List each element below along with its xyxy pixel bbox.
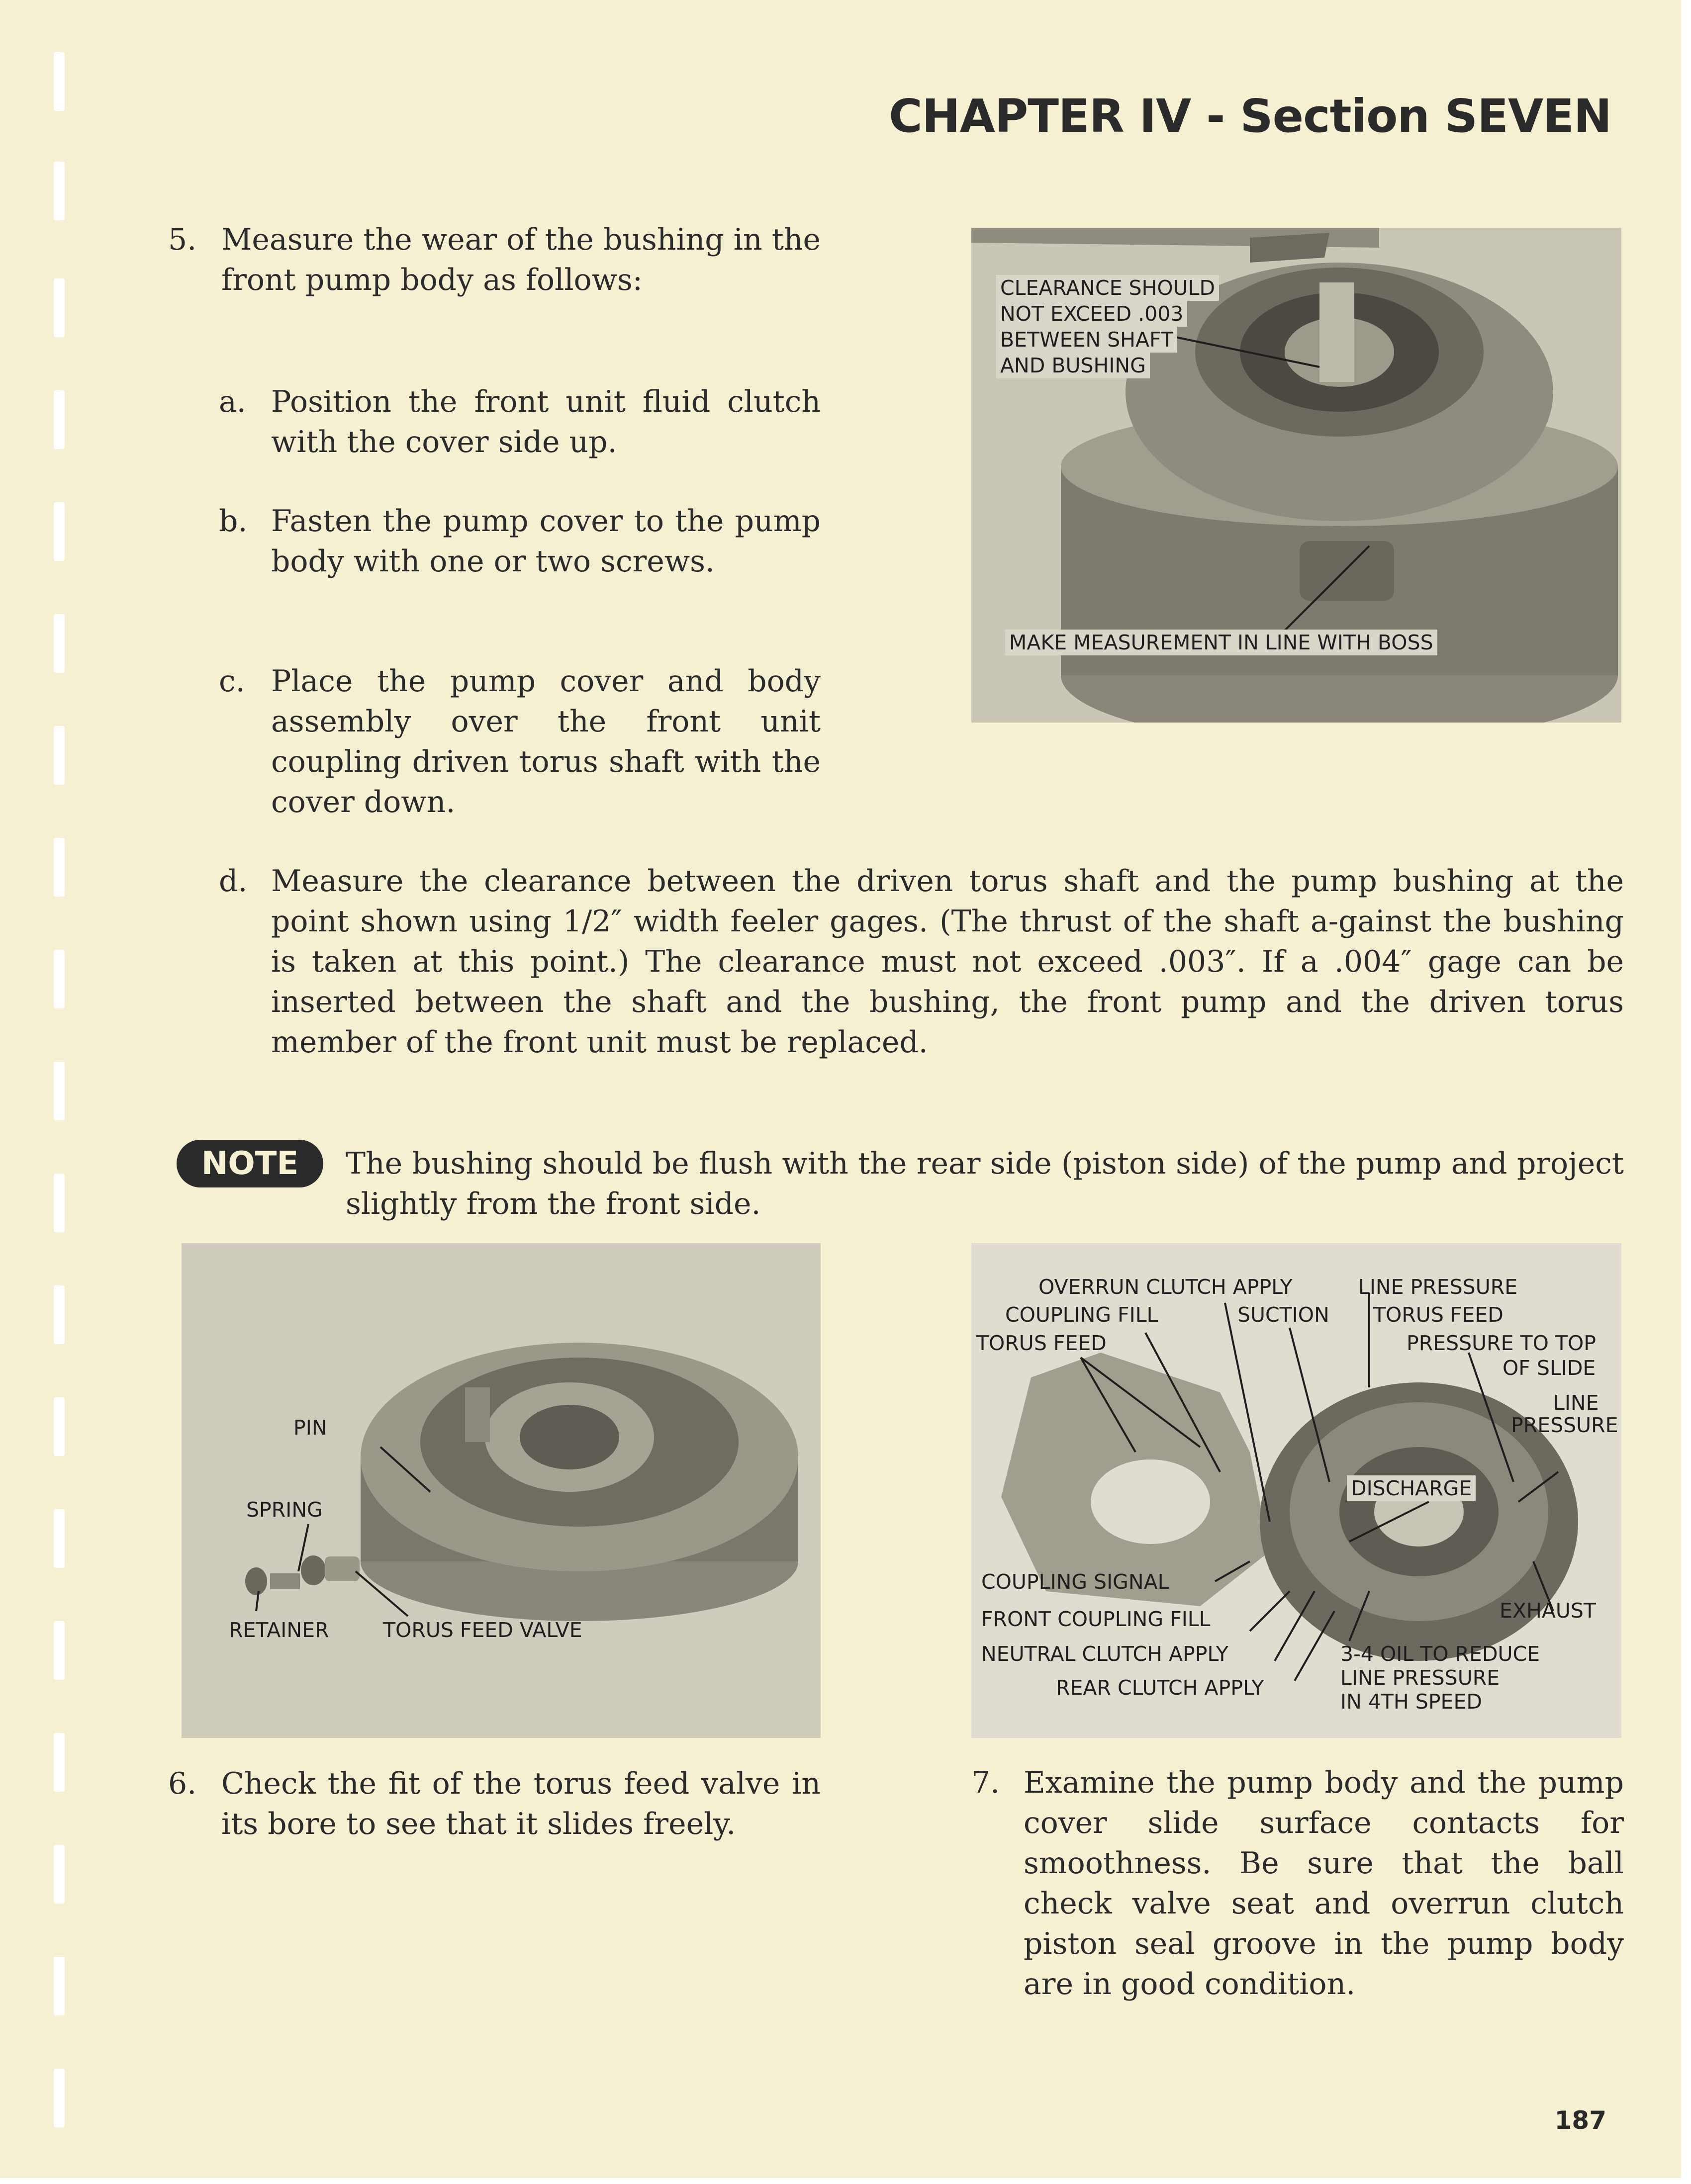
label-retainer: RETAINER [229,1618,329,1642]
label-line-right-2: PRESSURE [1511,1413,1618,1437]
binding-hole [54,950,65,1008]
photo-bushing-measurement [971,228,1621,723]
label-rear-clutch-apply: REAR CLUTCH APPLY [1056,1676,1264,1700]
label-line-right-1: LINE [1553,1391,1599,1415]
page-number: 187 [1554,2106,1606,2135]
label-coupling-signal: COUPLING SIGNAL [981,1570,1169,1594]
photo-pump-cover-valve [182,1243,821,1738]
binding-hole [54,1174,65,1232]
label-neutral-clutch-apply: NEUTRAL CLUTCH APPLY [981,1642,1228,1666]
binding-hole [54,278,65,337]
binding-hole [54,1957,65,2015]
label-front-coupling-fill: FRONT COUPLING FILL [981,1607,1211,1631]
binding-hole [54,726,65,785]
step-7-number: 7. [971,1765,1000,1800]
step-5c-text: Place the pump cover and body assembly over the front unit coupling driven torus shaft with the cover down. [271,664,821,819]
label-pressure-top-2: OF SLIDE [1503,1356,1596,1380]
step-5-text: Measure the wear of the bushing in the front pump body as follows: [221,222,821,297]
binding-hole [54,1397,65,1456]
binding-hole [54,1509,65,1568]
label-suction: SUCTION [1237,1303,1329,1327]
binding-hole [54,838,65,897]
binding-hole [54,502,65,561]
step-5d-text: Measure the clearance between the driven torus shaft and the pump bushing at the point shown using 1/2″ width feeler gages. (The thrust of the shaft a-gainst the bushing is taken at this point.) The clearance must not exceed .003″. If a .004″ gage can be inserted between the shaft and the bushing, the front pump and the driven torus member of the front unit must be replaced. [271,864,1624,1060]
label-make-measurement: MAKE MEASUREMENT IN LINE WITH BOSS [1005,630,1437,655]
step-5-number: 5. [168,222,197,257]
chapter-header: CHAPTER IV - Section SEVEN [889,90,1611,143]
label-pressure-top-1: PRESSURE TO TOP [1407,1331,1596,1355]
step-7-text: Examine the pump body and the pump cover slide surface contacts for smoothness. Be sure that the ball check valve seat and overrun clutch piston seal groove in the pump body are in good condition. [1024,1765,1624,2002]
label-clearance-1: CLEARANCE SHOULD [996,275,1219,301]
label-overrun-clutch-apply: OVERRUN CLUTCH APPLY [1038,1275,1293,1299]
note-badge: NOTE [177,1140,323,1187]
label-pin: PIN [293,1416,327,1440]
binding-hole [54,52,65,111]
label-oil-reduce-3: IN 4TH SPEED [1340,1690,1482,1714]
label-spring: SPRING [246,1498,323,1522]
step-6-text: Check the fit of the torus feed valve in its bore to see that it slides freely. [221,1766,821,1841]
label-torus-feed-right: TORUS FEED [1373,1303,1503,1327]
binding-hole [54,1285,65,1344]
label-discharge: DISCHARGE [1347,1475,1476,1501]
label-torus-feed-left: TORUS FEED [976,1331,1107,1355]
pump-cover-drawing [182,1243,821,1738]
step-5b-text: Fasten the pump cover to the pump body with one or two screws. [271,504,821,579]
binding-hole [54,162,65,220]
step-5d-letter: d. [219,864,248,899]
binding-hole [54,1621,65,1680]
label-line-pressure-top: LINE PRESSURE [1358,1275,1518,1299]
binding-hole [54,390,65,449]
note-text: The bushing should be flush with the rear side (piston side) of the pump and project slightly from the front side. [346,1146,1624,1221]
label-clearance-3: BETWEEN SHAFT [996,327,1177,353]
step-6-number: 6. [168,1766,197,1801]
step-5c-letter: c. [219,664,245,699]
binding-hole [54,1733,65,1792]
step-5a-letter: a. [219,384,246,419]
label-clearance-2: NOT EXCEED .003 [996,301,1187,327]
label-oil-reduce-1: 3-4 OIL TO REDUCE [1340,1642,1540,1666]
label-torus-feed-valve: TORUS FEED VALVE [383,1618,582,1642]
binding-hole [54,614,65,673]
photo-pump-body-passages [971,1243,1621,1738]
label-oil-reduce-2: LINE PRESSURE [1340,1666,1500,1690]
binding-hole [54,2069,65,2127]
binding-hole [54,1845,65,1904]
step-5a-text: Position the front unit fluid clutch with the cover side up. [271,384,821,459]
label-exhaust: EXHAUST [1500,1599,1596,1623]
step-5b-letter: b. [219,504,248,539]
label-coupling-fill: COUPLING FILL [1005,1303,1158,1327]
binding-hole [54,1062,65,1120]
label-clearance-4: AND BUSHING [996,353,1150,378]
